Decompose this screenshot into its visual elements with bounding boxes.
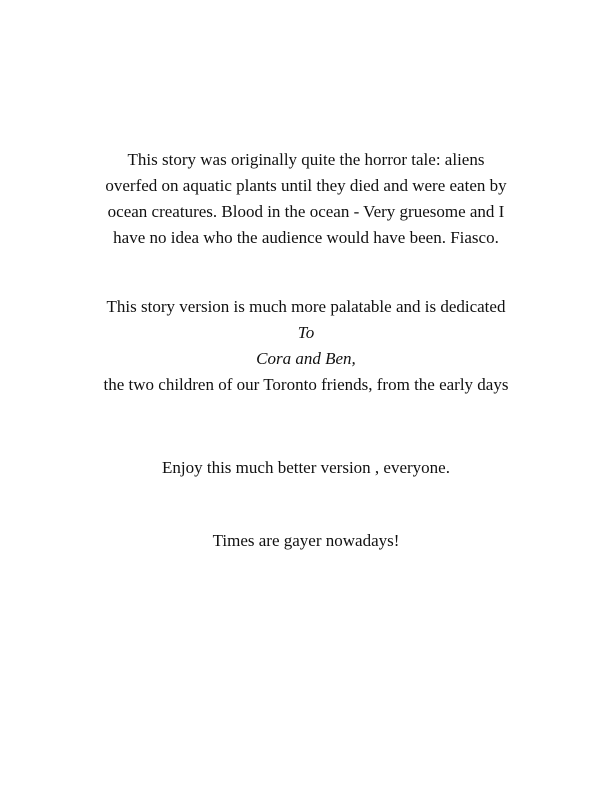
closing-line xyxy=(0,528,612,554)
dedication-statement: This story version is much more palatable and is dedicated xyxy=(106,297,506,316)
enjoy-text: Enjoy this much better version , everyone. xyxy=(162,458,450,477)
dedication-names: Cora and Ben, xyxy=(256,349,356,368)
intro-line: ocean creatures. Blood in the ocean - Very gruesome and I xyxy=(107,202,505,221)
enjoy-line xyxy=(0,455,612,481)
intro-paragraph xyxy=(0,147,612,251)
dedication-to: To xyxy=(297,323,315,342)
dedication-detail: the two children of our Toronto friends, from the early days xyxy=(103,375,509,394)
intro-line: This story was originally quite the horror tale: aliens xyxy=(127,150,485,169)
closing-text: Times are gayer nowadays! xyxy=(212,531,400,550)
intro-line: have no idea who the audience would have been. Fiasco. xyxy=(113,228,499,247)
dedication-paragraph xyxy=(0,294,612,398)
intro-line: overfed on aquatic plants until they died and were eaten by xyxy=(105,176,507,195)
